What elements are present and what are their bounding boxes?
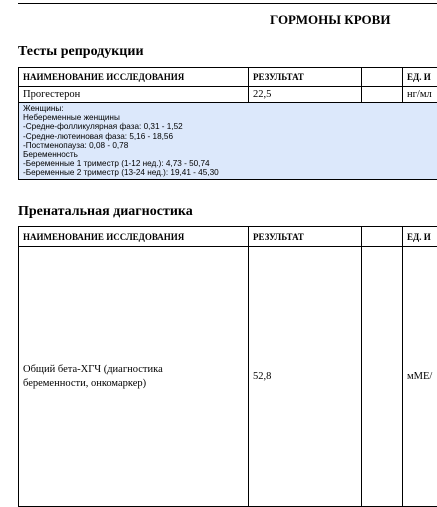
note-line: -Постменопауза: 0,08 - 0,78 bbox=[23, 141, 437, 150]
column-header-result: РЕЗУЛЬТАТ bbox=[249, 68, 362, 87]
note-line: -Средне-фолликулярная фаза: 0,31 - 1,52 bbox=[23, 122, 437, 131]
note-line: Небеременные женщины bbox=[23, 113, 437, 122]
column-header-result: РЕЗУЛЬТАТ bbox=[249, 227, 362, 247]
test-flag bbox=[362, 87, 403, 103]
test-name-line: Общий бета-ХГЧ (диагностика bbox=[23, 363, 244, 377]
table-row bbox=[19, 247, 437, 507]
section-title-reproduction: Тесты репродукции bbox=[18, 44, 144, 60]
section-title-prenatal: Пренатальная диагностика bbox=[18, 204, 193, 220]
column-header-flag bbox=[362, 227, 403, 247]
test-name: Прогестерон bbox=[19, 87, 249, 103]
document-title: ГОРМОНЫ КРОВИ bbox=[270, 12, 390, 28]
column-header-name: НАИМЕНОВАНИЕ ИССЛЕДОВАНИЯ bbox=[19, 68, 249, 87]
note-line: -Беременные 1 триместр (1-12 нед.): 4,73 - 50,74 bbox=[23, 159, 437, 168]
test-name bbox=[19, 247, 249, 507]
reproduction-table bbox=[18, 67, 437, 180]
prenatal-table bbox=[18, 226, 437, 507]
test-unit: мМЕ/ bbox=[403, 247, 437, 507]
note-line: -Средне-лютеиновая фаза: 5,16 - 18,56 bbox=[23, 132, 437, 141]
test-result: 52,8 bbox=[249, 247, 362, 507]
note-line: Женщины: bbox=[23, 104, 437, 113]
column-header-unit: ЕД. И bbox=[403, 68, 437, 87]
note-line: Беременность bbox=[23, 150, 437, 159]
column-header-flag bbox=[362, 68, 403, 87]
test-result: 22,5 bbox=[249, 87, 362, 103]
column-header-unit: ЕД. И bbox=[403, 227, 437, 247]
table-row bbox=[19, 87, 437, 103]
top-rule bbox=[18, 3, 437, 4]
reference-note bbox=[19, 103, 437, 180]
test-unit: нг/мл bbox=[403, 87, 437, 103]
note-line: -Беременные 2 триместр (13-24 нед.): 19,41 - 45,30 bbox=[23, 168, 437, 177]
table-header-row bbox=[19, 227, 437, 247]
column-header-name: НАИМЕНОВАНИЕ ИССЛЕДОВАНИЯ bbox=[19, 227, 249, 247]
test-name-line: беременности, онкомаркер) bbox=[23, 377, 244, 391]
reference-note-row bbox=[19, 103, 437, 180]
test-flag bbox=[362, 247, 403, 507]
table-header-row bbox=[19, 68, 437, 87]
